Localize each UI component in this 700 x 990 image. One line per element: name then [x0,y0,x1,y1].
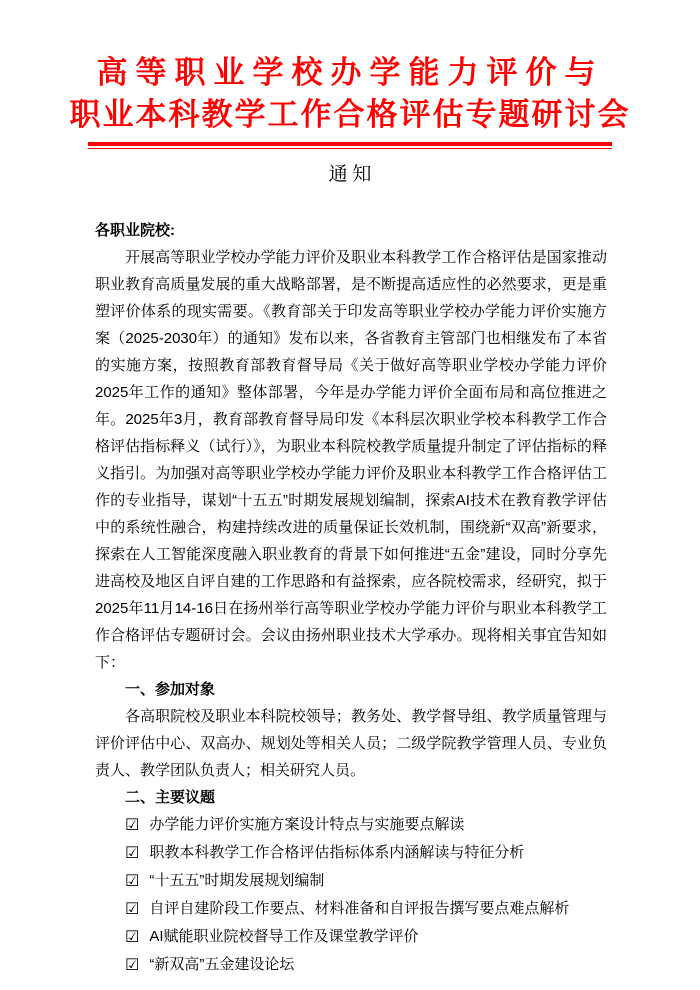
salutation: 各职业院校: [95,222,175,239]
topic-item [95,923,607,951]
checked-checkbox-icon: ☑ [125,817,140,834]
checked-checkbox-icon: ☑ [125,901,140,918]
topic-item [95,839,607,867]
topic-item [95,867,607,895]
section1-paragraph: 各高职院校及职业本科院校领导；教务处、教学督导组、教学质量管理与评价评估中心、双高办、规划处等相关人员；二级学院教学管理人员、专业负责人、教学团队负责人；相关研究人员。 [95,708,607,779]
topic-item [95,811,607,839]
section1-heading: 一、参加对象 [125,681,216,698]
checked-checkbox-icon: ☑ [125,845,140,862]
document-header [0,0,700,187]
red-double-rule [88,142,612,149]
topic-label: “新双高”五金建设论坛 [149,956,295,973]
document-title-line2: 职业本科教学工作合格评估专题研讨会 [69,97,631,132]
checked-checkbox-icon: ☑ [125,929,140,946]
checked-checkbox-icon: ☑ [125,957,140,974]
notice-heading: 通 知 [328,164,372,185]
topic-label: “十五五”时期发展规划编制 [149,872,325,889]
document-title-line1: 高等职业学校办学能力评价与 [96,55,604,90]
topic-list [95,811,607,979]
section2-heading: 二、主要议题 [125,789,216,806]
topic-item [95,951,607,979]
topic-label: 自评自建阶段工作要点、材料准备和自评报告撰写要点难点解析 [149,900,570,917]
document-title [0,52,700,136]
topic-label: AI赋能职业院校督导工作及课堂教学评价 [149,928,419,945]
checked-checkbox-icon: ☑ [125,873,140,890]
topic-label: 办学能力评价实施方案设计特点与实施要点解读 [149,816,465,833]
document-body [95,217,607,979]
intro-paragraph: 开展高等职业学校办学能力评价及职业本科教学工作合格评估是国家推动职业教育高质量发展的重大战略部署，是不断提高适应性的必然要求，更是重塑评价体系的现实需要。《教育部关于印发高等职业学校办学能力评价实施方案（2025-2030年）的通知》发布以来，各省教育主管部门也相继发布了本省的实施方案，按照教育部教育督导局《关于做好高等职业学校办学能力评价2025年工作的通知》整体部署，今年是办学能力评价全面布局和高位推进之年。2025年3月，教育部教育督导局印发《本科层次职业学校本科教学工作合格评估指标释义（试行）》，为职业本科院校教学质量提升制定了评估指标的释义指引。为加强对高等职业学校办学能力评价及职业本科教学工作合格评估工作的专业指导，谋划“十五五”时期发展规划编制，探索AI技术在教育教学评估中的系统性融合，构建持续改进的质量保证长效机制，围绕新“双高”新要求，探索在人工智能深度融入职业教育的背景下如何推进“五金”建设，同时分享先进高校及地区自评自建的工作思路和有益探索，应各院校需求，经研究，拟于2025年11月14-16日在扬州举行高等职业学校办学能力评价与职业本科教学工作合格评估专题研讨会。会议由扬州职业技术大学承办。现将相关事宜告知如下： [95,249,607,671]
topic-label: 职教本科教学工作合格评估指标体系内涵解读与特征分析 [149,844,525,861]
topic-item [95,895,607,923]
